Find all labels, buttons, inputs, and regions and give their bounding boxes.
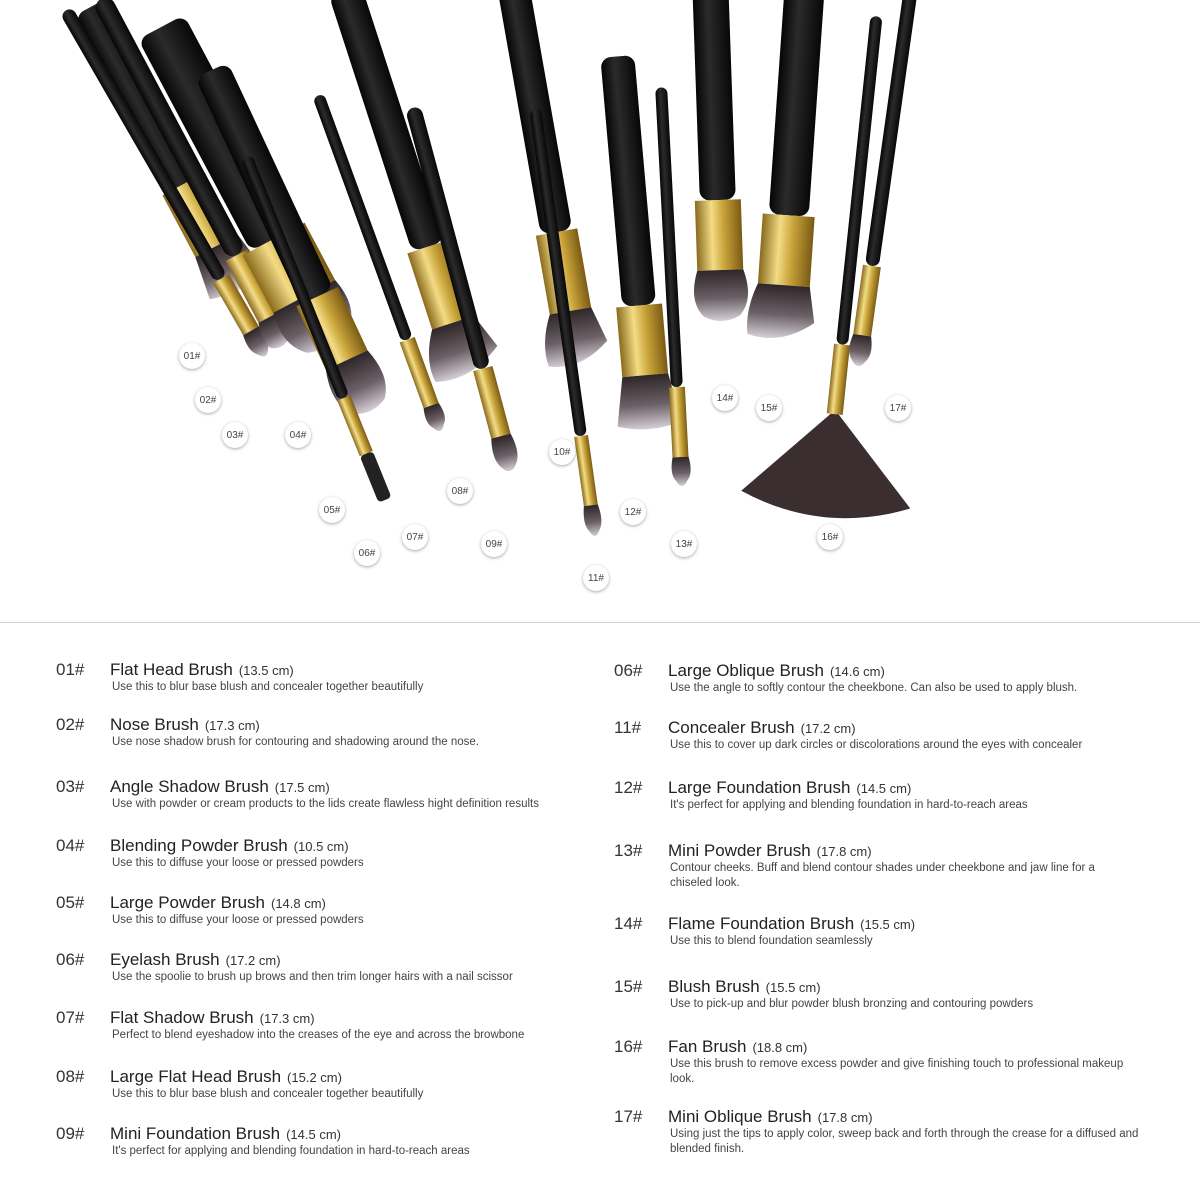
- brush-description: Use this to diffuse your loose or pressed powders: [112, 914, 364, 926]
- brush-number-badge: 09#: [481, 531, 507, 557]
- brush-name: Flame Foundation Brush: [668, 914, 855, 933]
- brush-description: Using just the tips to apply color, sweep back and forth through the crease for a diffused and blended finish.: [670, 1128, 1139, 1155]
- brush-number-badge: 15#: [756, 395, 782, 421]
- brush-name: Blending Powder Brush: [110, 836, 288, 855]
- brush-name: Concealer Brush: [668, 718, 795, 737]
- brush-entry-title: [668, 914, 915, 934]
- brush-name: Large Powder Brush: [110, 893, 265, 912]
- brush-entry-number: 06#: [56, 950, 85, 969]
- brush-name: Mini Oblique Brush: [668, 1107, 812, 1126]
- brush-number-badge: 13#: [671, 531, 697, 557]
- brush-entry-number: 06#: [614, 661, 643, 680]
- brush-entry-number: 11#: [614, 718, 642, 737]
- brush-name: Flat Head Brush: [110, 660, 233, 679]
- brush-entry-title: [668, 778, 911, 798]
- brush-size: (17.5 cm): [274, 780, 330, 795]
- brush-name: Mini Powder Brush: [668, 841, 811, 860]
- makeup-brush: [746, 0, 840, 341]
- brush-description: Use the angle to softly contour the cheekbone. Can also be used to apply blush.: [670, 682, 1078, 694]
- brush-description: It's perfect for applying and blending foundation in hard-to-reach areas: [112, 1145, 470, 1157]
- brush-description: Use with powder or cream products to the lids create flawless hight definition results: [112, 798, 539, 810]
- brush-number-badge: 05#: [319, 497, 345, 523]
- brush-size: (18.8 cm): [752, 1040, 808, 1055]
- brush-size: (17.3 cm): [204, 718, 260, 733]
- brush-size: (14.8 cm): [270, 896, 326, 911]
- brush-name: Large Flat Head Brush: [110, 1067, 282, 1086]
- brush-number-badge: 14#: [712, 385, 738, 411]
- brush-size: (14.5 cm): [856, 781, 912, 796]
- brush-name: Mini Foundation Brush: [110, 1124, 281, 1143]
- brush-entry-number: 14#: [614, 914, 643, 933]
- brush-number-badge: 11#: [583, 565, 609, 591]
- brush-name: Eyelash Brush: [110, 950, 220, 969]
- brush-entry-number: 02#: [56, 715, 85, 734]
- brush-entry-title: [668, 718, 856, 738]
- brush-size: (17.8 cm): [817, 1110, 873, 1125]
- brush-entry-title: [110, 950, 281, 970]
- brush-size: (10.5 cm): [293, 839, 349, 854]
- brush-name: Large Foundation Brush: [668, 778, 851, 797]
- brush-name: Blush Brush: [668, 977, 760, 996]
- brush-entry-title: [668, 841, 872, 861]
- brush-entry-title: [110, 715, 260, 735]
- brush-number-badge: 01#: [179, 343, 205, 369]
- brush-entry-number: 16#: [614, 1037, 643, 1056]
- brush-name: Large Oblique Brush: [668, 661, 824, 680]
- brush-size: (17.2 cm): [225, 953, 281, 968]
- brush-number-badge: 10#: [549, 439, 575, 465]
- brush-entry-number: 07#: [56, 1008, 85, 1027]
- brush-entry-title: [668, 977, 821, 997]
- brush-number-badge: 08#: [447, 478, 473, 504]
- section-divider: [0, 622, 1200, 623]
- brush-name: Angle Shadow Brush: [110, 777, 269, 796]
- brush-entry-number: 01#: [56, 660, 85, 679]
- brush-number-badge: 12#: [620, 499, 646, 525]
- brush-number-badge: 17#: [885, 395, 911, 421]
- brush-size: (15.2 cm): [287, 1070, 342, 1085]
- brush-number-badge: 07#: [402, 524, 428, 550]
- brush-description: Use this to diffuse your loose or pressed powders: [112, 857, 364, 869]
- brush-description: Use this to cover up dark circles or discolorations around the eyes with concealer: [670, 739, 1083, 751]
- brush-description: Use nose shadow brush for contouring and shadowing around the nose.: [112, 736, 479, 748]
- brush-entry-number: 13#: [614, 841, 643, 860]
- brush-entry-title: [668, 661, 885, 681]
- brush-description: Perfect to blend eyeshadow into the creases of the eye and across the browbone: [112, 1029, 525, 1041]
- brush-entry-title: [668, 1107, 873, 1127]
- brush-description: Use to pick-up and blur powder blush bronzing and contouring powders: [670, 998, 1034, 1010]
- brush-number-badge: 16#: [817, 524, 843, 550]
- brush-entry-title: [110, 1008, 315, 1028]
- makeup-brush: [682, 0, 749, 322]
- brush-description: Use this to blur base blush and concealer together beautifully: [112, 681, 424, 693]
- brush-description: It's perfect for applying and blending foundation in hard-to-reach areas: [670, 799, 1028, 811]
- brush-description: Use this brush to remove excess powder and give finishing touch to professional makeup look.: [670, 1058, 1124, 1085]
- brush-entry-title: [668, 1037, 807, 1057]
- brush-entry-title: [110, 1124, 341, 1144]
- brush-entry-number: 08#: [56, 1067, 85, 1086]
- brush-entry-number: 12#: [614, 778, 643, 797]
- brush-description: Use the spoolie to brush up brows and then trim longer hairs with a nail scissor: [112, 971, 513, 983]
- brush-name: Flat Shadow Brush: [110, 1008, 254, 1027]
- brush-size: (15.5 cm): [860, 917, 916, 932]
- brush-number-badge: 03#: [222, 422, 248, 448]
- brush-entry-number: 17#: [614, 1107, 643, 1126]
- brush-size: (13.5 cm): [238, 663, 294, 678]
- brush-size: (17.2 cm): [800, 721, 856, 736]
- brush-description: Use this to blur base blush and concealer together beautifully: [112, 1088, 424, 1100]
- brush-number-badge: 02#: [195, 387, 221, 413]
- brush-entry-number: 04#: [56, 836, 85, 855]
- brush-entry-number: 09#: [56, 1124, 85, 1143]
- brush-number-badge: 04#: [285, 422, 311, 448]
- brush-size: (17.8 cm): [816, 844, 872, 859]
- brush-size: (17.3 cm): [259, 1011, 315, 1026]
- brush-entry-title: [110, 777, 330, 797]
- brush-description: Contour cheeks. Buff and blend contour shades under cheekbone and jaw line for a chiseled look.: [670, 862, 1095, 889]
- brush-entry-number: 15#: [614, 977, 643, 996]
- brush-entry-title: [110, 836, 349, 856]
- brush-entry-number: 03#: [56, 777, 85, 796]
- brush-description: Use this to blend foundation seamlessly: [670, 935, 873, 947]
- brush-number-badge: 06#: [354, 540, 380, 566]
- brush-entry-title: [110, 1067, 342, 1087]
- brush-size: (15.5 cm): [765, 980, 821, 995]
- brush-name: Fan Brush: [668, 1037, 747, 1056]
- brush-entry-number: 05#: [56, 893, 85, 912]
- brush-name: Nose Brush: [110, 715, 199, 734]
- brush-size: (14.6 cm): [829, 664, 885, 679]
- brush-entry-title: [110, 660, 294, 680]
- brush-size: (14.5 cm): [286, 1127, 341, 1142]
- brush-entry-title: [110, 893, 326, 913]
